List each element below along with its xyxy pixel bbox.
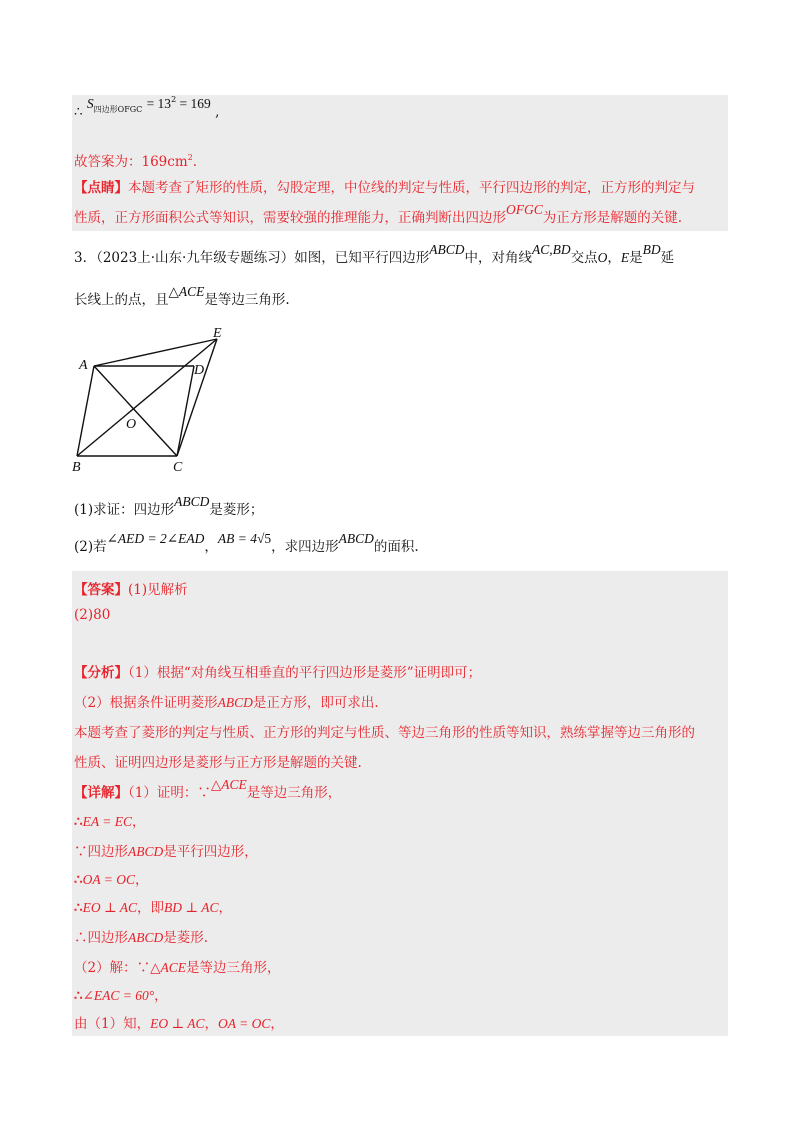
- side-cd: [177, 366, 194, 456]
- question-1: (1)求证：四边形ABCD是菱形；: [74, 494, 264, 518]
- question-2: (2)若∠AED = 2∠EAD，AB = 4√5，求四边形ABCD的面积.: [74, 531, 419, 555]
- detail-line-8: ∴∠EAC = 60°，: [74, 988, 168, 1004]
- detail-line-5: ∴EO ⊥ AC，即BD ⊥ AC，: [74, 900, 232, 916]
- detail-line-6: ∴四边形ABCD是菱形.: [74, 930, 209, 946]
- label-a: A: [79, 358, 88, 373]
- side-ab: [77, 366, 94, 456]
- analysis-tag: 【分析】: [74, 665, 128, 681]
- segment-ae: [94, 339, 217, 366]
- analysis-line-4: 性质、证明四边形是菱形与正方形是解题的关键.: [74, 755, 362, 771]
- comment-line-2: 性质，正方形面积公式等知识，需要较强的推理能力，正确判断出四边形OFGC为正方形是解题的关键.: [74, 202, 683, 226]
- label-c: C: [173, 460, 183, 475]
- comment-tag: 【点睛】: [74, 180, 128, 196]
- diagonal-ac: [94, 366, 177, 456]
- answer-line-2: (2)80: [74, 607, 111, 623]
- answer-line-1: 【答案】(1)见解析: [74, 582, 188, 598]
- detail-tag: 【详解】: [74, 785, 128, 801]
- diagonal-be: [77, 339, 217, 456]
- area-formula-line: ∴ $S_{四边形OFGC} = 13^2 = 169$ ,: [74, 95, 220, 120]
- previous-answer-line: 故答案为：$169cm^2$.: [74, 153, 198, 170]
- detail-line-2: ∴EA = EC，: [74, 814, 146, 830]
- problem-line-2: 长线上的点，且△ACE是等边三角形.: [74, 284, 290, 308]
- detail-line-7: （2）解：∵△ACE是等边三角形，: [74, 960, 281, 976]
- analysis-line-2: （2）根据条件证明菱形ABCD是正方形，即可求出.: [74, 695, 379, 711]
- label-b: B: [72, 460, 81, 475]
- answer-tag: 【答案】: [74, 582, 128, 598]
- detail-line-3: ∵四边形ABCD是平行四边形，: [74, 844, 258, 860]
- label-o: O: [126, 417, 137, 432]
- analysis-line-3: 本题考查了菱形的判定与性质、正方形的判定与性质、等边三角形的性质等知识，熟练掌握等边三角形的: [74, 725, 695, 741]
- label-d: D: [194, 363, 205, 378]
- detail-line-9: 由（1）知，EO ⊥ AC，OA = OC，: [74, 1016, 284, 1032]
- detail-line-1: 【详解】（1）证明：∵△ACE是等边三角形，: [74, 777, 342, 801]
- label-e: E: [213, 326, 222, 341]
- parallelogram-figure: [70, 325, 270, 475]
- detail-line-4: ∴OA = OC，: [74, 872, 149, 888]
- analysis-line-1: 【分析】（1）根据“对角线互相垂直的平行四边形是菱形”证明即可；: [74, 665, 482, 681]
- comment-line-1: 【点睛】本题考查了矩形的性质，勾股定理，中位线的判定与性质，平行四边形的判定，正方形的判定与: [74, 180, 695, 196]
- problem-line-1: 3．（2023上·山东·九年级专题练习）如图，已知平行四边形ABCD中，对角线AC,BD交点O，E是BD延: [74, 242, 675, 266]
